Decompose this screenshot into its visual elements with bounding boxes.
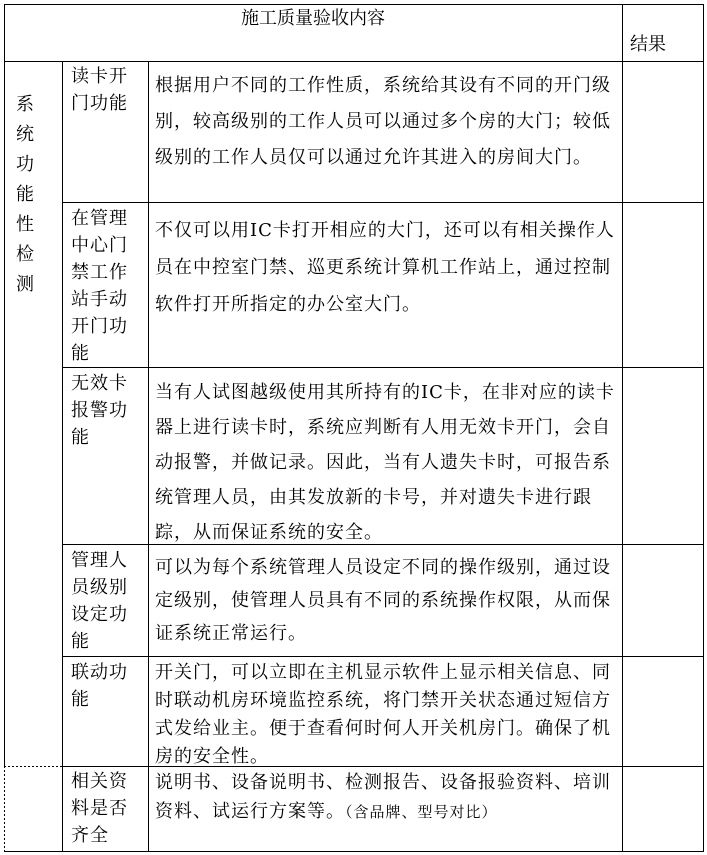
item-content-note: （含品牌、型号对比） [345,803,498,821]
table-border-left-dashed [4,766,5,852]
category-char: 统 [16,124,34,145]
table-border-top [4,4,704,5]
header-title: 施工质量验收内容 [241,8,385,29]
item-label: 在管理中心门禁工作站手动开门功能 [71,208,128,364]
item-content: 根据用户不同的工作性质，系统给其设有不同的开门级别，较高级别的工作人员可以通过多个房的大门；较低级别的工作人员仅可以通过允许其进入的房间大门。 [155,75,611,168]
category-column-line [62,61,63,852]
result-header: 结果 [630,34,666,55]
item-content-text: 说明书、设备说明书、检测报告、设备报验资料、培训资料、试运行方案等。 [155,772,611,822]
content-column-line [622,4,623,852]
table-border-right [703,4,704,852]
category-char: 能 [16,184,34,205]
category-char: 功 [16,154,34,175]
item-label: 相关资料是否齐全 [71,771,128,846]
item-label: 管理人员级别设定功能 [71,550,128,652]
row-divider-dashed [4,766,62,767]
item-label: 无效卡报警功能 [71,373,128,448]
category-label [10,90,40,300]
item-column-line [148,61,149,852]
item-content: 不仅可以用IC卡打开相应的大门，还可以有相关操作人员在中控室门禁、巡更系统计算机工作站上，通过控制软件打开所指定的办公室大门。 [155,220,615,315]
row-divider [62,367,704,368]
item-content [155,768,617,827]
category-char: 测 [16,274,34,295]
item-label: 读卡开门功能 [71,66,128,114]
item-content: 开关门，可以立即在主机显示软件上显示相关信息、同时联动机房环境监控系统，将门禁开关状态通过短信方式发给业主。便于查看何时何人开关机房门。确保了机房的安全性。 [155,662,611,767]
table-border-bottom [4,851,704,852]
header-bottom-line [4,61,704,62]
table-border-left [4,4,5,766]
item-content: 当有人试图越级使用其所持有的IC卡，在非对应的读卡器上进行读卡时，系统应判断有人用无效卡开门，会自动报警，并做记录。因此，当有人遗失卡时，可报告系统管理人员，由其发放新的卡号，并对遗失卡进行跟踪，从而保证系统的安全。 [155,382,615,543]
category-char: 性 [16,214,34,235]
category-char: 系 [16,94,34,115]
row-divider [62,202,704,203]
item-label: 联动功能 [71,662,128,710]
category-char: 检 [16,244,34,265]
item-content: 可以为每个系统管理人员设定不同的操作级别，通过设定级别，使管理人员具有不同的系统操作权限，从而保证系统正常运行。 [155,557,611,644]
row-divider [62,656,704,657]
